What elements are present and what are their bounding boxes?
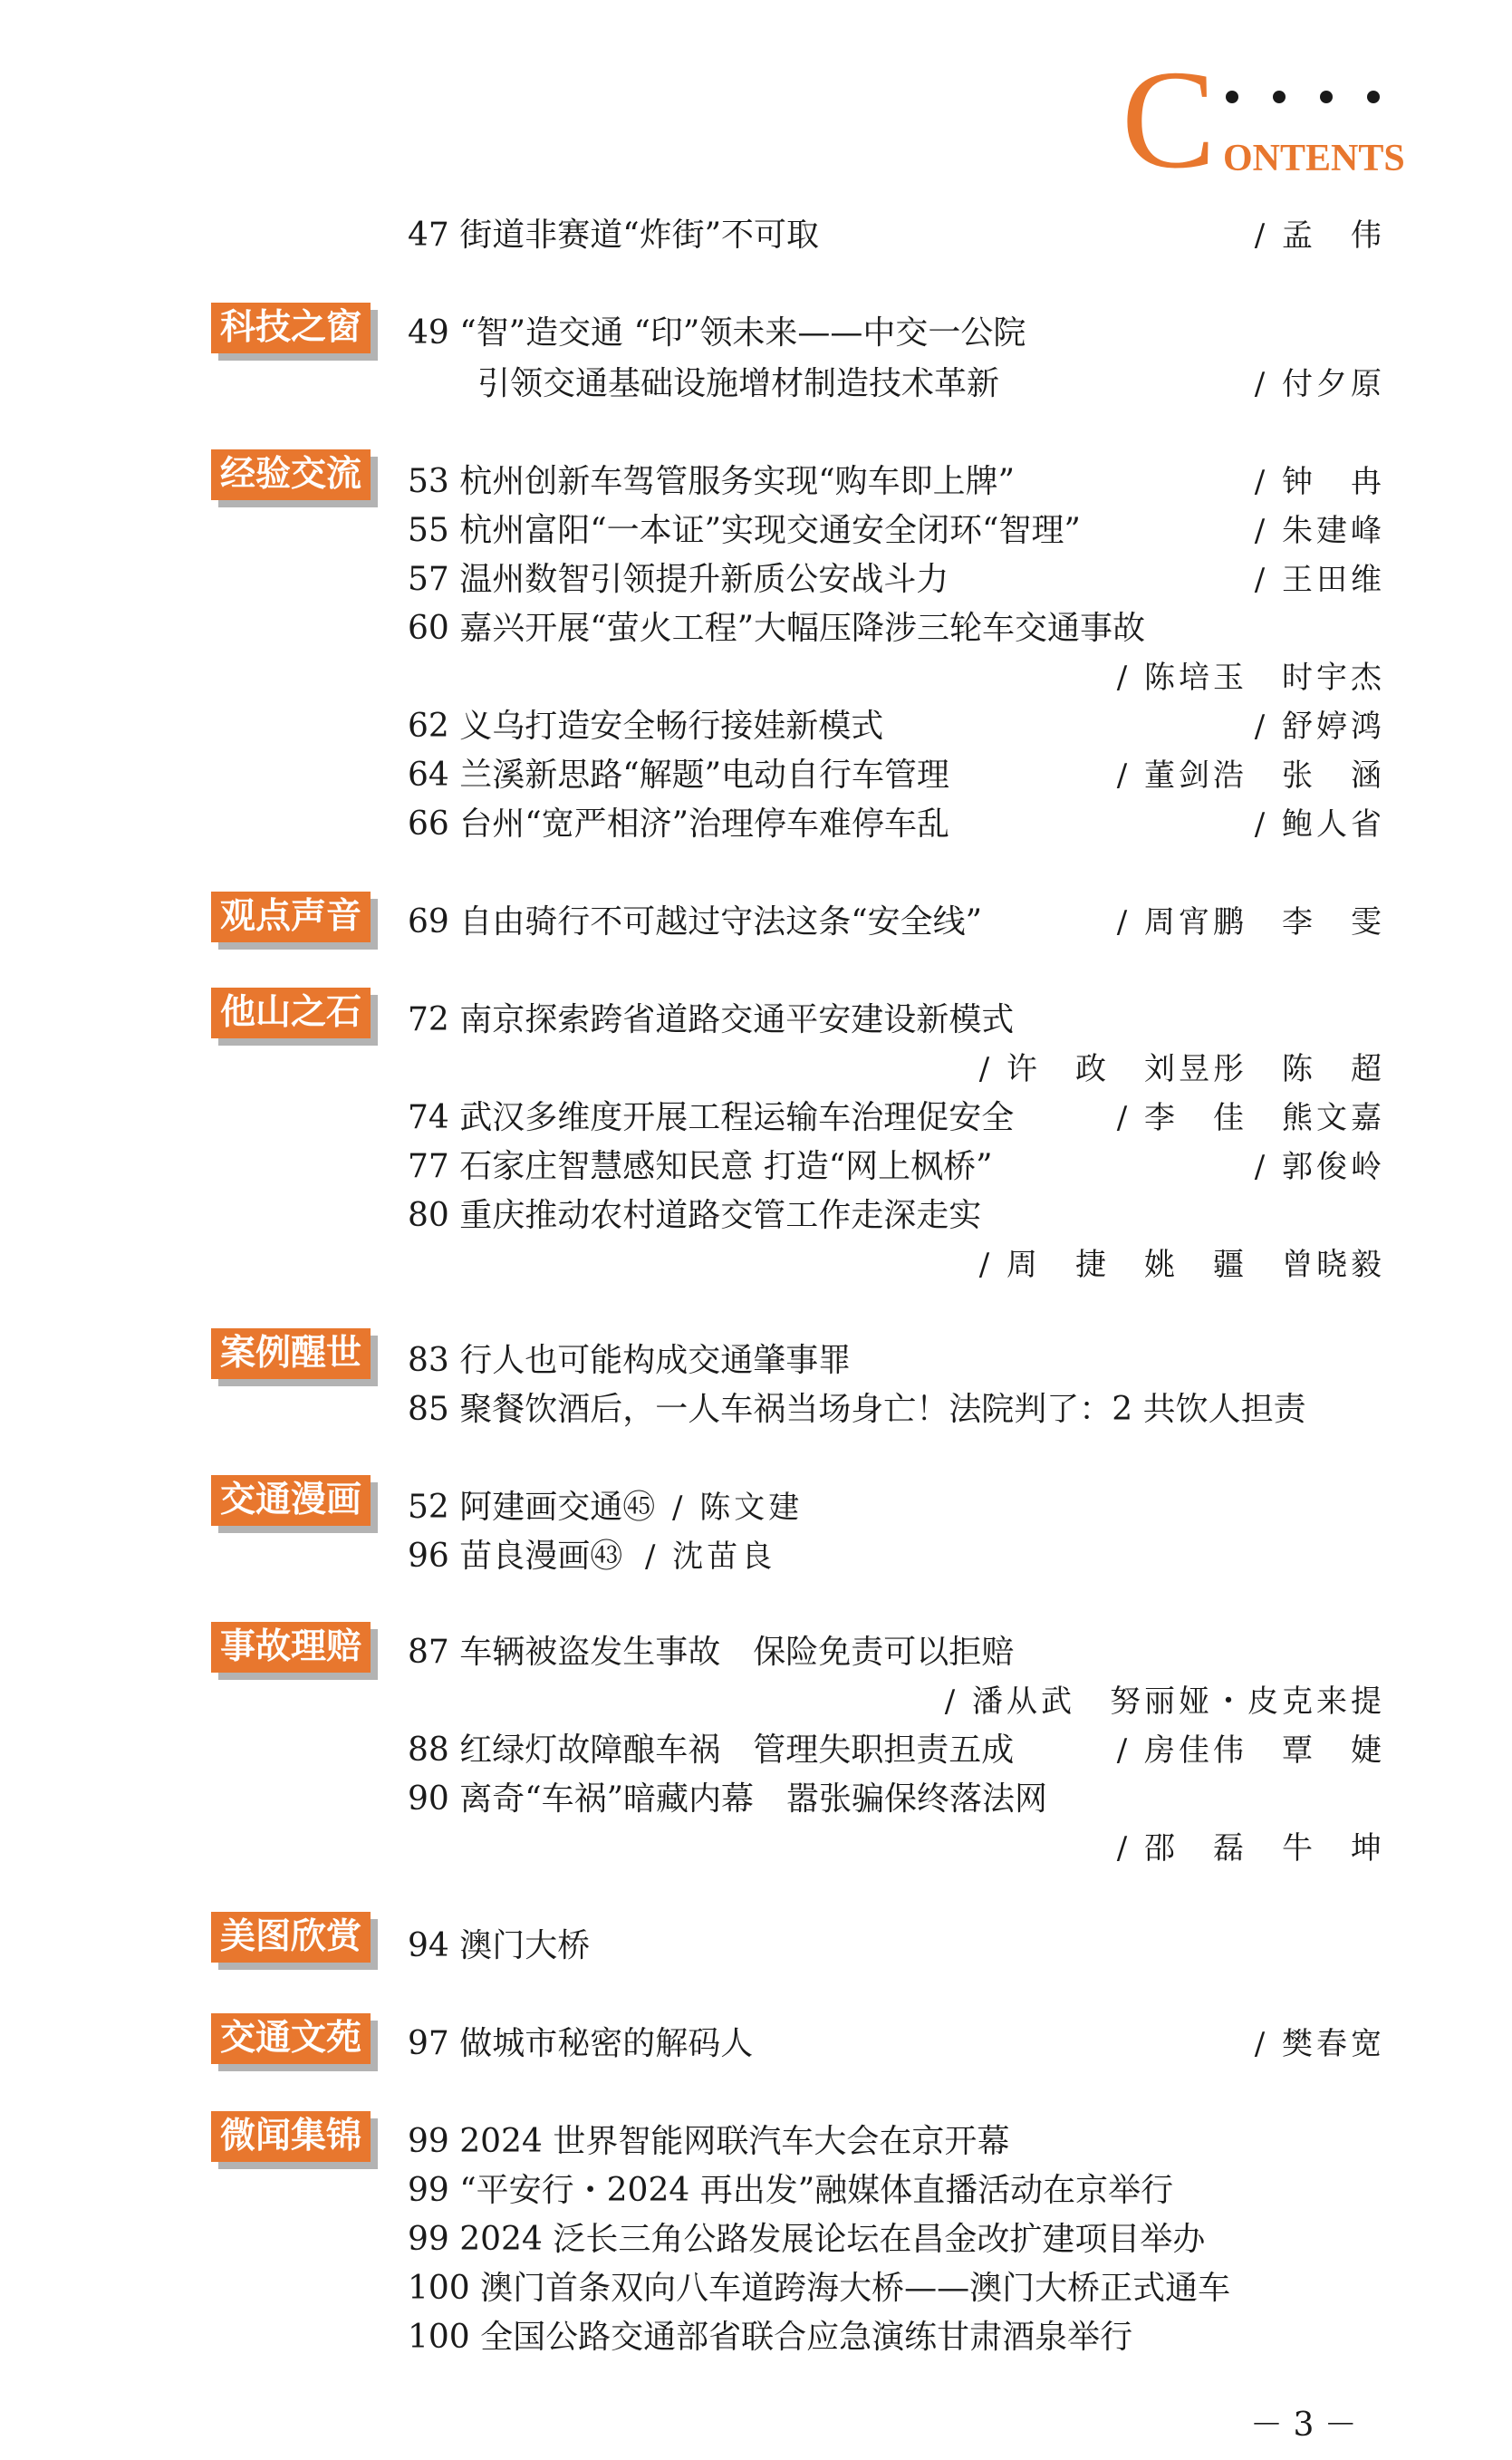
toc-entry-title[interactable]: 47 街道非赛道“炸街”不可取 <box>408 217 820 254</box>
toc-entry-title[interactable]: 97 做城市秘密的解码人 <box>408 2025 754 2062</box>
logo-dot <box>1367 91 1380 103</box>
section-label: 科技之窗 <box>211 303 371 353</box>
toc-entry-title[interactable]: 69 自由骑行不可越过守法这条“安全线” <box>408 903 983 941</box>
section-badge-literature <box>211 2013 371 2064</box>
toc-entry-title[interactable]: 88 红绿灯故障酿车祸 管理失职担责五成 <box>408 1732 1015 1769</box>
logo-letter-c: C <box>1122 41 1217 198</box>
toc-entry-title-continued[interactable]: 引领交通基础设施增材制造技术革新 <box>477 365 1000 402</box>
toc-entry-author: / 房佳伟 覃 婕 <box>1116 1732 1385 1769</box>
toc-entry-author: / 周 捷 姚 疆 曾晓毅 <box>978 1247 1385 1283</box>
toc-entry-title[interactable]: 96 苗良漫画㊸ <box>408 1538 623 1575</box>
toc-entry-author: / 舒婷鸿 <box>1254 709 1385 745</box>
toc-entry-author: / 李 佳 熊文嘉 <box>1116 1100 1385 1136</box>
toc-entry-title[interactable]: 77 石家庄智慧感知民意 打造“网上枫桥” <box>408 1148 993 1185</box>
toc-entry-title[interactable]: 100 全国公路交通部省联合应急演练甘肃酒泉举行 <box>408 2319 1133 2356</box>
toc-entry-author: / 沈苗良 <box>645 1539 776 1575</box>
section-badge-others <box>211 988 371 1038</box>
page-number: － 3 － <box>1250 2407 1357 2444</box>
toc-entry-title[interactable]: 80 重庆推动农村道路交管工作走深走实 <box>408 1197 982 1234</box>
section-badge-experience <box>211 449 371 500</box>
section-label: 美图欣赏 <box>211 1912 371 1963</box>
toc-entry-title[interactable]: 99 2024 世界智能网联汽车大会在京开幕 <box>408 2123 1010 2160</box>
section-badge-comics <box>211 1475 371 1526</box>
section-badge-claims <box>211 1622 371 1673</box>
section-label: 交通漫画 <box>211 1475 371 1526</box>
section-badge-news <box>211 2111 371 2162</box>
toc-entry-title[interactable]: 49 “智”造交通 “印”领未来——中交一公院 <box>408 314 1026 352</box>
toc-entry-author: / 王田维 <box>1254 562 1385 598</box>
toc-entry-title[interactable]: 99 2024 泛长三角公路发展论坛在昌金改扩建项目举办 <box>408 2221 1206 2258</box>
toc-entry-title[interactable]: 64 兰溪新思路“解题”电动自行车管理 <box>408 757 950 794</box>
toc-entry-author: / 许 政 刘昱彤 陈 超 <box>978 1051 1385 1087</box>
toc-entry-author: / 樊春宽 <box>1254 2026 1385 2062</box>
toc-entry-title[interactable]: 52 阿建画交通㊺ <box>408 1489 656 1526</box>
toc-entry-title[interactable]: 66 台州“宽严相济”治理停车难停车乱 <box>408 806 950 843</box>
toc-entry-title[interactable]: 99 “平安行・2024 再出发”融媒体直播活动在京举行 <box>408 2172 1174 2209</box>
toc-entry-author: / 邵 磊 牛 坤 <box>1116 1830 1385 1867</box>
section-label: 经验交流 <box>211 449 371 500</box>
toc-entry-author: / 周宵鹏 李 雯 <box>1116 904 1385 941</box>
toc-entry-title[interactable]: 100 澳门首条双向八车道跨海大桥——澳门大桥正式通车 <box>408 2270 1231 2307</box>
toc-entry-author: / 付夕原 <box>1254 366 1385 402</box>
toc-entry-author: / 朱建峰 <box>1254 513 1385 549</box>
logo-dot <box>1320 91 1333 103</box>
toc-entry-author: / 孟 伟 <box>1254 217 1385 254</box>
section-badge-tech <box>211 303 371 353</box>
section-label: 他山之石 <box>211 988 371 1038</box>
toc-entry-title[interactable]: 62 义乌打造安全畅行接娃新模式 <box>408 708 884 745</box>
toc-entry-title[interactable]: 87 车辆被盗发生事故 保险免责可以拒赔 <box>408 1634 1015 1671</box>
toc-entry-title[interactable]: 94 澳门大桥 <box>408 1927 591 1964</box>
section-badge-photos <box>211 1912 371 1963</box>
toc-entry-title[interactable]: 53 杭州创新车驾管服务实现“购车即上牌” <box>408 463 1016 500</box>
logo-word: ONTENTS <box>1223 138 1405 179</box>
toc-entry-author: / 董剑浩 张 涵 <box>1116 757 1385 794</box>
contents-logo <box>1122 41 1484 198</box>
toc-entry-title[interactable]: 72 南京探索跨省道路交通平安建设新模式 <box>408 1001 1015 1038</box>
section-label: 交通文苑 <box>211 2013 371 2064</box>
toc-entry-title[interactable]: 90 离奇“车祸”暗藏内幕 嚣张骗保终落法网 <box>408 1780 1048 1818</box>
section-label: 案例醒世 <box>211 1328 371 1379</box>
toc-entry-title[interactable]: 57 温州数智引领提升新质公安战斗力 <box>408 561 949 598</box>
toc-entry-author: / 鲍人省 <box>1254 806 1385 843</box>
logo-dot <box>1226 91 1238 103</box>
toc-entry-title[interactable]: 60 嘉兴开展“萤火工程”大幅压降涉三轮车交通事故 <box>408 610 1146 647</box>
toc-entry-title[interactable]: 85 聚餐饮酒后，一人车祸当场身亡！法院判了：2 共饮人担责 <box>408 1391 1306 1428</box>
section-label: 微闻集锦 <box>211 2111 371 2162</box>
section-label: 事故理赔 <box>211 1622 371 1673</box>
toc-entry-author: / 陈文建 <box>672 1490 804 1526</box>
section-badge-viewpoint <box>211 892 371 942</box>
toc-entry-author: / 潘从武 努丽娅・皮克来提 <box>944 1683 1385 1720</box>
logo-dot <box>1273 91 1286 103</box>
toc-entry-author: / 钟 冉 <box>1254 464 1385 500</box>
toc-entry-author: / 郭俊岭 <box>1254 1149 1385 1185</box>
section-badge-cases <box>211 1328 371 1379</box>
toc-entry-title[interactable]: 83 行人也可能构成交通肇事罪 <box>408 1342 852 1379</box>
section-label: 观点声音 <box>211 892 371 942</box>
toc-entry-title[interactable]: 55 杭州富阳“一本证”实现交通安全闭环“智理” <box>408 512 1081 549</box>
toc-entry-author: / 陈培玉 时宇杰 <box>1116 660 1385 696</box>
toc-entry-title[interactable]: 74 武汉多维度开展工程运输车治理促安全 <box>408 1099 1015 1136</box>
